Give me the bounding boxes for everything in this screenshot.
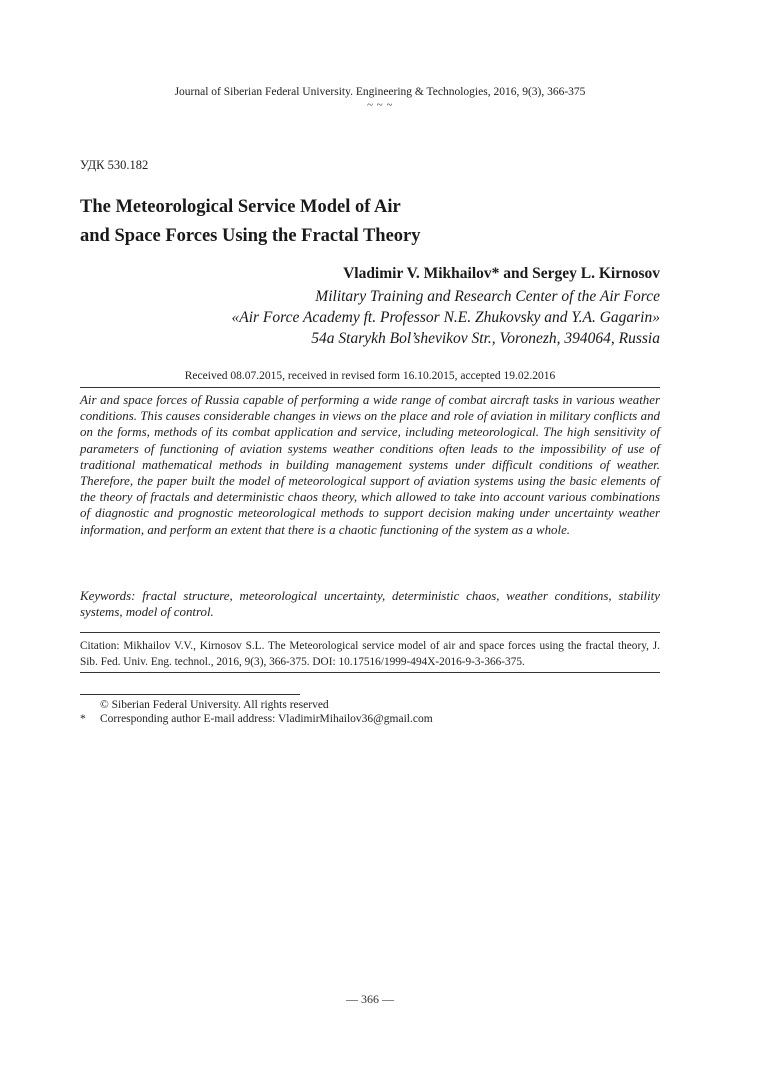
keywords: Keywords: fractal structure, meteorological uncertainty, deterministic chaos, weather conditions, stability systems, model of control. <box>80 589 660 620</box>
abstract: Air and space forces of Russia capable of performing a wide range of combat aircraft tasks in various weather conditions. This causes considerable changes in views on the place and role of aviation in military conflicts and on the forms, methods of its combat application and service, including meteorological. The high sensitivity of parameters of functioning of aviation systems weather conditions often leads to the impossibility of use of traditional mathematical methods in building management systems under difficult conditions of weather. Therefore, the paper built the model of meteorological support of aviation systems using the basic elements of the theory of fractals and deterministic chaos theory, which allowed to take into account various combinations of diagnostic and prognostic meteorological methods to support decision making under uncertainty weather information, and perform an extent that there is a chaotic functioning of the system as a whole. <box>80 393 660 537</box>
citation-bottom-rule <box>80 672 660 673</box>
footnote-copyright <box>80 699 329 711</box>
header-separator: ~ ~ ~ <box>367 99 393 111</box>
affiliation-line-2: «Air Force Academy ft. Professor N.E. Zhukovsky and Y.A. Gagarin» <box>231 309 660 326</box>
footnote-corresponding <box>80 713 433 725</box>
article-title <box>80 193 680 251</box>
corresponding-text: Corresponding author E-mail address: VladimirMihailov36@gmail.com <box>100 713 433 725</box>
title-line-1: The Meteorological Service Model of Air <box>80 197 401 217</box>
received-dates: Received 08.07.2015, received in revised form 16.10.2015, accepted 19.02.2016 <box>184 370 556 382</box>
affiliation-line-3: 54a Starykh Bol’shevikov Str., Voronezh, 394064, Russia <box>311 330 660 347</box>
footnote-rule <box>80 694 300 695</box>
citation: Citation: Mikhailov V.V., Kirnosov S.L. The Meteorological service model of air and space forces using the fractal theory, J. Sib. Fed. Univ. Eng. technol., 2016, 9(3), 366-375. DOI: 10.17516/1999-494X-2016-9-3-366-375. <box>80 640 660 668</box>
citation-top-rule <box>80 632 660 633</box>
abstract-top-rule <box>80 387 660 388</box>
footnote-mark: * <box>80 713 86 725</box>
udk-code: УДК 530.182 <box>80 158 149 172</box>
page-number: — 366 — <box>346 992 394 1006</box>
copyright-text: © Siberian Federal University. All rights reserved <box>100 699 329 711</box>
journal-header: Journal of Siberian Federal University. Engineering & Technologies, 2016, 9(3), 366-375 <box>174 86 586 98</box>
authors: Vladimir V. Mikhailov* and Sergey L. Kirnosov <box>343 265 660 282</box>
title-line-2: and Space Forces Using the Fractal Theory <box>80 226 421 246</box>
affiliation-line-1: Military Training and Research Center of the Air Force <box>315 288 660 305</box>
